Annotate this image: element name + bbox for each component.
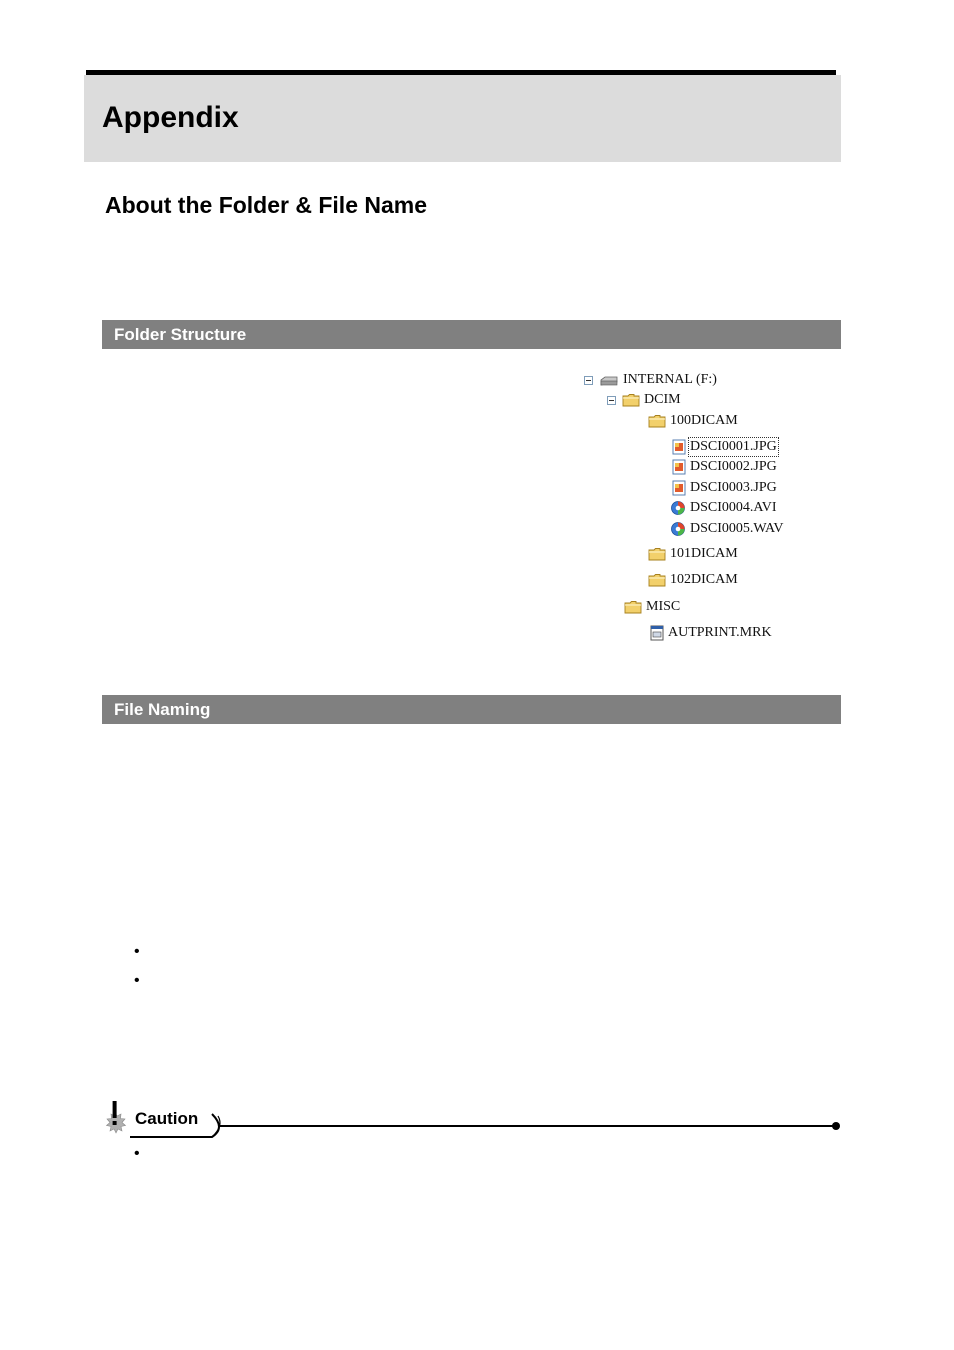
collapse-icon[interactable] — [584, 376, 593, 385]
title-band — [84, 75, 841, 162]
tree-label: INTERNAL (F:) — [623, 372, 717, 387]
section-heading: About the Folder & File Name — [105, 192, 428, 218]
jpg-file-icon — [672, 439, 686, 455]
tree-label: DSCI0001.JPG — [690, 439, 777, 454]
file-naming-bar: File Naming — [102, 695, 841, 724]
tree-node-dcim[interactable] — [607, 390, 681, 410]
tree-node-file[interactable] — [670, 498, 776, 518]
tree-label: MISC — [646, 599, 681, 614]
tree-label: DSCI0002.JPG — [690, 459, 777, 474]
tree-node-file[interactable] — [672, 437, 777, 457]
tree-node-misc[interactable] — [624, 597, 680, 617]
folder-structure-bar: Folder Structure — [102, 320, 841, 349]
tree-label: DSCI0005.WAV — [690, 521, 784, 536]
folder-icon — [648, 547, 666, 561]
tree-label: DSCI0004.AVI — [690, 500, 777, 515]
jpg-file-icon — [672, 459, 686, 475]
caution-label: Caution — [135, 1109, 199, 1128]
folder-icon — [648, 414, 666, 428]
page-title: Appendix — [102, 101, 239, 134]
folder-icon — [622, 393, 640, 407]
tree-node-101dicam[interactable] — [648, 544, 738, 564]
media-file-icon — [670, 500, 686, 516]
tree-node-100dicam[interactable] — [648, 411, 738, 431]
bullet-marker: • — [134, 972, 140, 989]
folder-icon — [648, 573, 666, 587]
folder-icon — [624, 600, 642, 614]
tree-label: DSCI0003.JPG — [690, 480, 777, 495]
tree-node-internal[interactable] — [584, 370, 717, 390]
mrk-file-icon — [650, 625, 664, 641]
tree-label: DCIM — [644, 392, 681, 407]
media-file-icon — [670, 521, 686, 537]
drive-icon — [599, 375, 619, 385]
jpg-file-icon — [672, 480, 686, 496]
bullet-marker: • — [134, 943, 140, 960]
bullet-marker: • — [134, 1145, 140, 1162]
tree-node-file[interactable] — [672, 478, 777, 498]
tree-label: 101DICAM — [670, 546, 738, 561]
tree-node-file[interactable] — [672, 457, 777, 477]
tree-node-file[interactable] — [650, 623, 772, 643]
tree-node-file[interactable] — [670, 519, 783, 539]
tree-node-102dicam[interactable] — [648, 570, 738, 590]
tree-label: 100DICAM — [670, 413, 738, 428]
caution-divider — [100, 1108, 845, 1144]
tree-label: AUTPRINT.MRK — [668, 625, 772, 640]
folder-tree — [578, 365, 818, 650]
tree-label: 102DICAM — [670, 572, 738, 587]
collapse-icon[interactable] — [607, 396, 616, 405]
